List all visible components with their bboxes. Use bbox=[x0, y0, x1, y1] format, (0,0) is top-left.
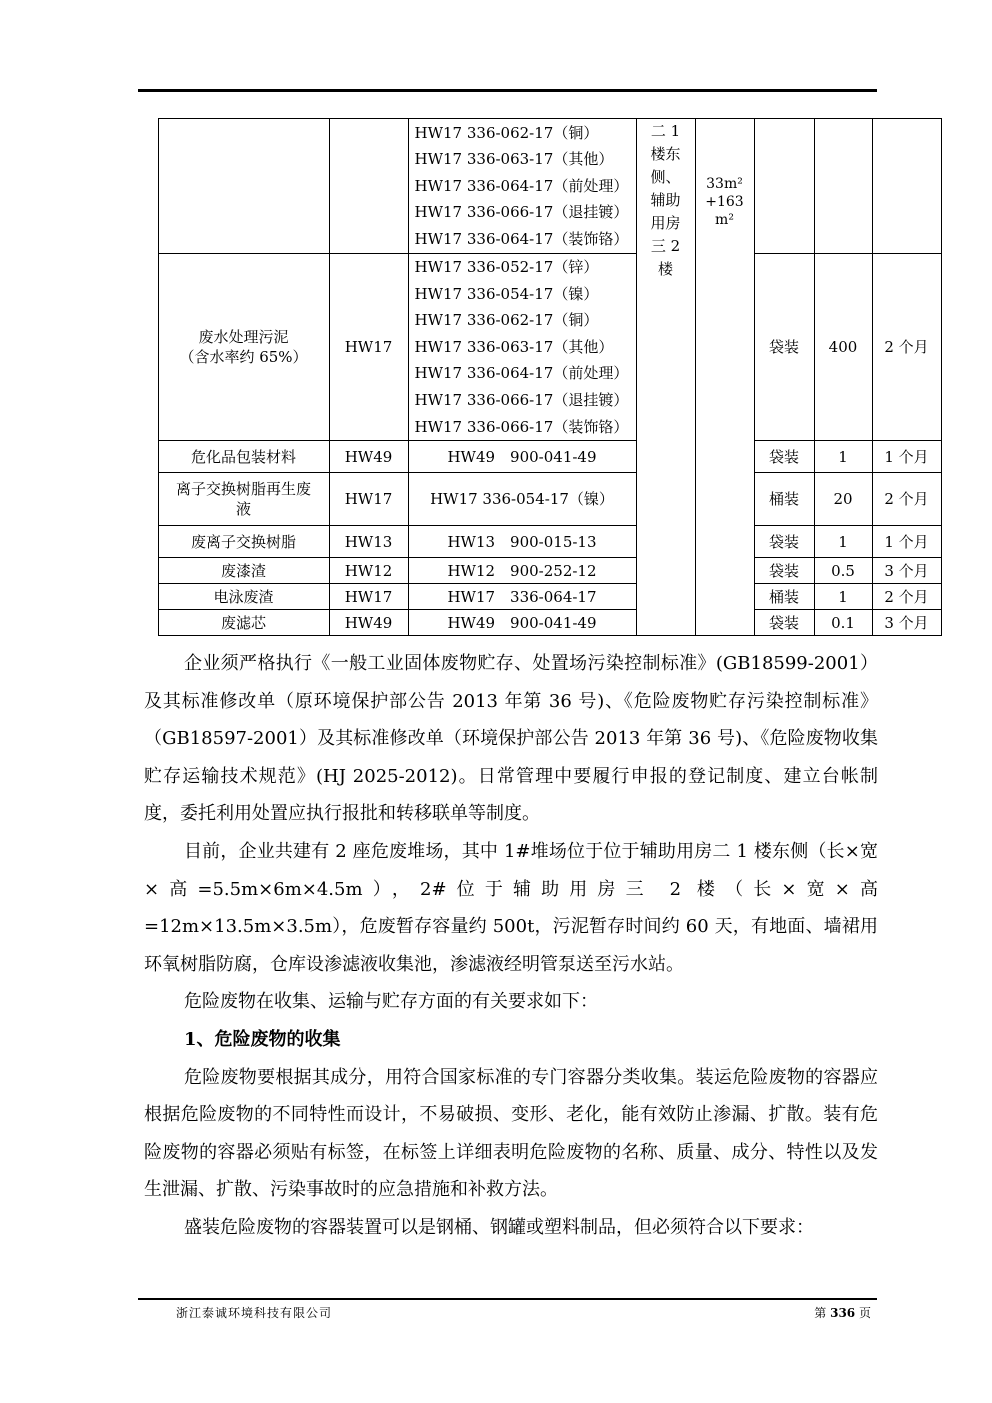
paragraph: 目前，企业共建有 2 座危废堆场，其中 1#堆场位于位于辅助用房二 1 楼东侧（长×宽×高=5.5m×6m×4.5m），2#位于辅助用房三 2 楼（长×宽×高=12m×13.5m×3.5m），危废暂存容量约 500t，污泥暂存时间约 60 天，有地面、墙裙用环氧树脂防腐，仓库设渗滤液收集池，渗滤液经明管泵送至污水站。 bbox=[144, 840, 878, 975]
area-line: m² bbox=[715, 212, 734, 228]
table-row bbox=[75, 558, 941, 584]
section-heading: 1、危险废物的收集 bbox=[184, 1028, 341, 1050]
waste-name-cell bbox=[158, 473, 329, 526]
amount-cell: 1 bbox=[814, 526, 872, 558]
waste-name-cell: 废漆渣 bbox=[158, 558, 329, 584]
page-suffix: 页 bbox=[855, 1306, 871, 1320]
location-line: 用房 bbox=[650, 214, 681, 232]
location-line: 楼 bbox=[657, 260, 673, 278]
category-cell: HW17 bbox=[329, 584, 408, 610]
pack-cell: 袋装 bbox=[754, 610, 814, 636]
code-line: HW17 336-064-17（装饰铬） bbox=[414, 229, 629, 248]
category-cell: HW17 bbox=[329, 473, 408, 526]
code-line: HW17 336-066-17（退挂镀） bbox=[414, 390, 629, 409]
footer-rule bbox=[138, 1298, 877, 1300]
amount-cell: 0.5 bbox=[814, 558, 872, 584]
code-cell: HW17 336-064-17 bbox=[408, 584, 636, 610]
paragraph: 企业须严格执行《一般工业固体废物贮存、处置场污染控制标准》(GB18599-2001）及其标准修改单（原环境保护部公告 2013 年第 36 号)、《危险废物贮存污染控制标准》（GB18597-2001）及其标准修改单（环境保护部公告 2013 年第 36 号)、《危险废物收集贮存运输技术规范》(HJ 2025-2012)。日常管理中要履行申报的登记制度、建立台帐制度，委托利用处置应执行报批和转移联单等制度。 bbox=[144, 653, 878, 825]
storage-area-cell bbox=[695, 119, 754, 636]
amount-cell: 400 bbox=[814, 254, 872, 441]
table-cell bbox=[329, 119, 408, 254]
period-cell: 1 个月 bbox=[872, 526, 941, 558]
waste-name-cell: 危化品包装材料 bbox=[158, 441, 329, 473]
amount-cell: 1 bbox=[814, 441, 872, 473]
footer-page-number bbox=[814, 1304, 871, 1321]
code-line: HW17 336-063-17（其他） bbox=[414, 150, 614, 169]
amount-cell: 20 bbox=[814, 473, 872, 526]
waste-name-cell: 废滤芯 bbox=[158, 610, 329, 636]
table-row bbox=[75, 441, 941, 473]
waste-name-note: （含水率约 65%） bbox=[179, 348, 308, 367]
period-cell: 2 个月 bbox=[872, 254, 941, 441]
paragraph: 危险废物要根据其成分，用符合国家标准的专门容器分类收集。装运危险废物的容器应根据危险废物的不同特性而设计，不易破损、变形、老化，能有效防止渗漏、扩散。装有危险废物的容器必须贴有标签，在标签上详细表明危险废物的名称、质量、成分、特性以及发生泄漏、扩散、污染事故时的应急措施和补救方法。 bbox=[144, 1066, 878, 1201]
code-cell: HW12 900-252-12 bbox=[408, 558, 636, 584]
page-number: 336 bbox=[830, 1306, 856, 1320]
pack-cell: 袋装 bbox=[754, 441, 814, 473]
table-blank-column bbox=[75, 119, 158, 636]
period-cell: 2 个月 bbox=[872, 473, 941, 526]
page-prefix: 第 bbox=[814, 1306, 831, 1320]
waste-name-cell: 废离子交换树脂 bbox=[158, 526, 329, 558]
table-row bbox=[75, 526, 941, 558]
table-cell bbox=[158, 119, 329, 254]
category-cell: HW49 bbox=[329, 610, 408, 636]
hazardous-waste-table bbox=[75, 118, 942, 636]
table-row bbox=[75, 254, 941, 441]
code-cell: HW17 336-054-17（镍） bbox=[408, 473, 636, 526]
code-line: HW17 336-066-17（退挂镀） bbox=[414, 203, 629, 222]
category-cell: HW17 bbox=[329, 254, 408, 441]
paragraph: 危险废物在收集、运输与贮存方面的有关要求如下： bbox=[184, 991, 598, 1013]
code-line: HW17 336-066-17（装饰铬） bbox=[414, 417, 629, 436]
table-cell bbox=[872, 119, 941, 254]
code-line: HW17 336-063-17（其他） bbox=[414, 337, 614, 356]
code-line: HW17 336-062-17（铜） bbox=[414, 311, 599, 330]
code-cell: HW49 900-041-49 bbox=[408, 610, 636, 636]
area-line: 33m² bbox=[706, 176, 743, 192]
pack-cell: 桶装 bbox=[754, 584, 814, 610]
code-cell-top bbox=[408, 119, 636, 254]
location-line: 侧、 bbox=[650, 168, 681, 186]
code-cell: HW49 900-041-49 bbox=[408, 441, 636, 473]
amount-cell: 1 bbox=[814, 584, 872, 610]
location-line: 楼东 bbox=[650, 145, 681, 163]
table-cell bbox=[814, 119, 872, 254]
location-line: 辅助 bbox=[650, 191, 681, 209]
category-cell: HW13 bbox=[329, 526, 408, 558]
code-line: HW17 336-062-17（铜） bbox=[414, 123, 599, 142]
category-cell: HW49 bbox=[329, 441, 408, 473]
table-row bbox=[75, 584, 941, 610]
category-cell: HW12 bbox=[329, 558, 408, 584]
footer-company: 浙江泰诚环境科技有限公司 bbox=[176, 1306, 333, 1320]
period-cell: 1 个月 bbox=[872, 441, 941, 473]
pack-cell: 袋装 bbox=[754, 526, 814, 558]
header-rule bbox=[138, 89, 877, 92]
code-line: HW17 336-052-17（锌） bbox=[414, 258, 599, 276]
waste-name-cell bbox=[158, 254, 329, 441]
table-row bbox=[75, 610, 941, 636]
table-row bbox=[75, 473, 941, 526]
pack-cell: 桶装 bbox=[754, 473, 814, 526]
waste-name-cell: 电泳废渣 bbox=[158, 584, 329, 610]
body-text bbox=[144, 645, 878, 1247]
waste-name: 废水处理污泥 bbox=[198, 328, 289, 347]
code-line: HW17 336-064-17（前处理） bbox=[414, 176, 629, 195]
location-line: 二 1 bbox=[650, 122, 681, 140]
waste-name: 离子交换树脂再生废液 bbox=[175, 480, 311, 519]
table-cell bbox=[754, 119, 814, 254]
table-row bbox=[75, 119, 941, 254]
pack-cell: 袋装 bbox=[754, 254, 814, 441]
amount-cell: 0.1 bbox=[814, 610, 872, 636]
period-cell: 2 个月 bbox=[872, 584, 941, 610]
area-line: +163 bbox=[705, 194, 744, 210]
pack-cell: 袋装 bbox=[754, 558, 814, 584]
period-cell: 3 个月 bbox=[872, 558, 941, 584]
period-cell: 3 个月 bbox=[872, 610, 941, 636]
code-cell bbox=[408, 254, 636, 441]
code-line: HW17 336-064-17（前处理） bbox=[414, 364, 629, 383]
location-line: 三 2 bbox=[650, 237, 681, 255]
code-cell: HW13 900-015-13 bbox=[408, 526, 636, 558]
paragraph: 盛装危险废物的容器装置可以是钢桶、钢罐或塑料制品，但必须符合以下要求： bbox=[184, 1216, 814, 1238]
code-line: HW17 336-054-17（镍） bbox=[414, 284, 599, 303]
storage-location-cell bbox=[636, 119, 695, 636]
